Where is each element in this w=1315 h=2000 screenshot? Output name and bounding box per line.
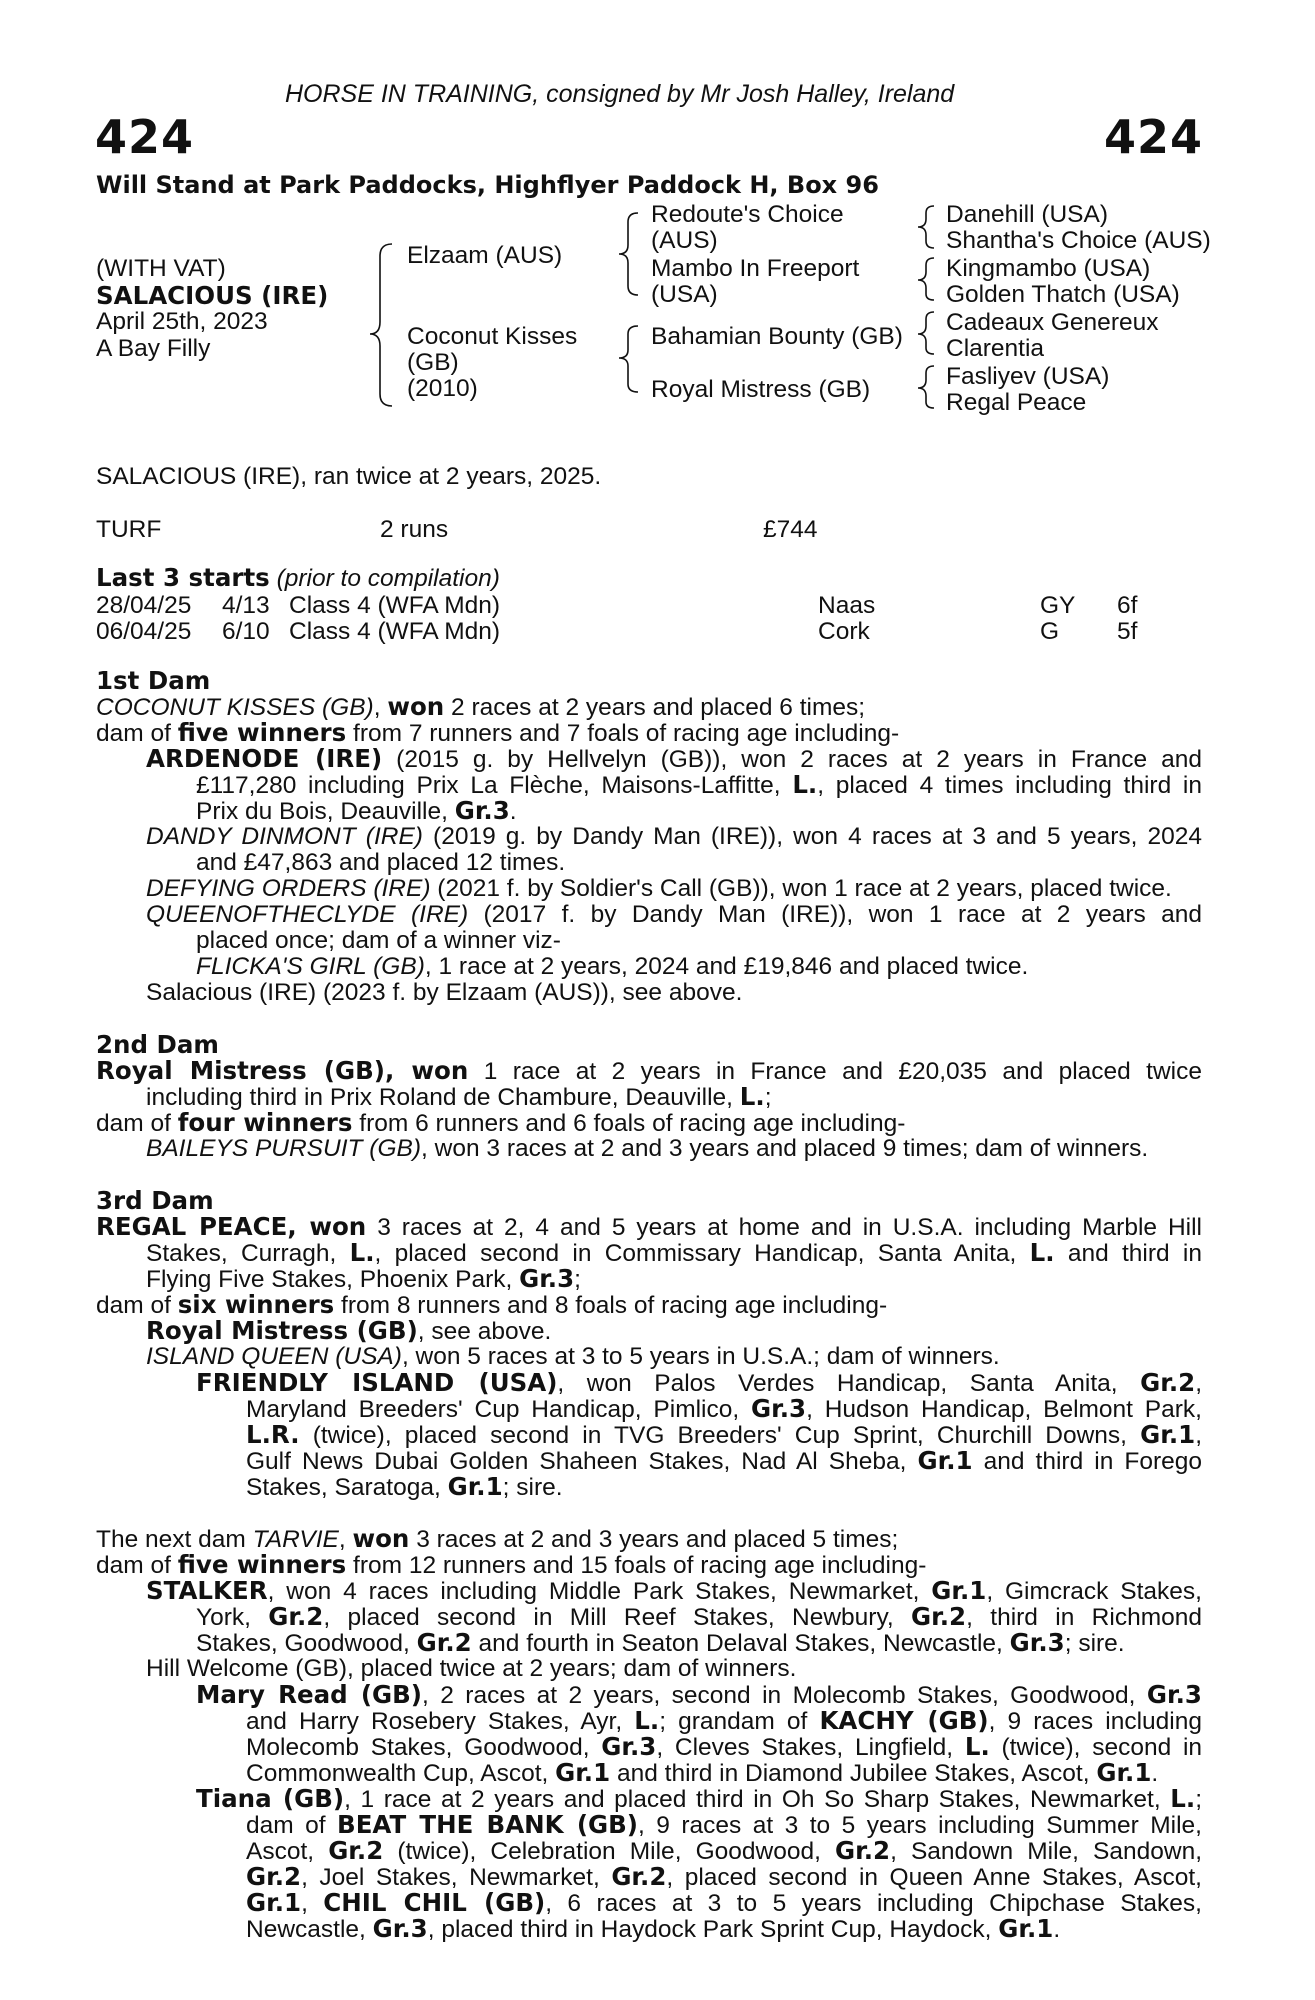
vat-label: (WITH VAT) xyxy=(96,255,226,282)
progeny-tiana-cont5: Newcastle, Gr.3, placed third in Haydock Park Sprint Cup, Haydock, Gr.1. xyxy=(246,1914,1061,1943)
sire: Elzaam (AUS) xyxy=(407,242,563,269)
start-course: Cork xyxy=(818,618,870,645)
progeny-friendly-island: FRIENDLY ISLAND (USA), won Palos Verdes Handicap, Santa Anita, Gr.2, xyxy=(196,1368,1202,1397)
progeny-friendly-island-cont2: L.R. (twice), placed second in TVG Breeders' Cup Sprint, Churchill Downs, Gr.1, xyxy=(246,1420,1202,1449)
start-date: 06/04/25 xyxy=(96,618,192,645)
second-dam-heading: 2nd Dam xyxy=(96,1030,219,1059)
dams-sire: Bahamian Bounty (GB) xyxy=(651,323,903,350)
dam-line1: Coconut Kisses xyxy=(407,323,578,350)
start-position: 4/13 xyxy=(222,592,270,619)
progeny-tiana-cont3: Gr.2, Joel Stakes, Newmarket, Gr.2, placed second in Queen Anne Stakes, Ascot, xyxy=(246,1862,1202,1891)
sires-dam-line1: Mambo In Freeport xyxy=(651,255,860,282)
stand-location: Will Stand at Park Paddocks, Highflyer Paddock H, Box 96 xyxy=(96,171,879,199)
third-dam-line3: Flying Five Stakes, Phoenix Park, Gr.3; xyxy=(146,1264,581,1293)
gen3-sss: Danehill (USA) xyxy=(946,201,1109,228)
progeny-friendly-island-cont4: Stakes, Saratoga, Gr.1; sire. xyxy=(246,1472,563,1501)
dams-dam: Royal Mistress (GB) xyxy=(651,376,871,403)
first-dam-line: COCONUT KISSES (GB), won 2 races at 2 years and placed 6 times; xyxy=(96,692,866,721)
gen3-ssd: Shantha's Choice (AUS) xyxy=(946,227,1211,254)
progeny-tiana-cont2: Ascot, Gr.2 (twice), Celebration Mile, Goodwood, Gr.2, Sandown Mile, Sandown, xyxy=(246,1836,1203,1865)
gen3-sds: Kingmambo (USA) xyxy=(946,255,1151,282)
record-runs: 2 runs xyxy=(380,516,449,543)
progeny-friendly-island-cont3: Gulf News Dubai Golden Shaheen Stakes, Nad Al Sheba, Gr.1 and third in Forego xyxy=(246,1446,1202,1475)
progeny-tiana-cont4: Gr.1, CHIL CHIL (GB), 6 races at 3 to 5 years including Chipchase Stakes, xyxy=(246,1888,1202,1917)
progeny-mary-read: Mary Read (GB), 2 races at 2 years, second in Molecomb Stakes, Goodwood, Gr.3 xyxy=(196,1680,1202,1709)
progeny-dandy-dinmont-cont: and £47,863 and placed 12 times. xyxy=(196,849,566,876)
progeny-hill-welcome: Hill Welcome (GB), placed twice at 2 years; dam of winners. xyxy=(146,1655,797,1682)
lot-number-left: 424 xyxy=(95,110,195,164)
gen3-ddd: Regal Peace xyxy=(946,389,1087,416)
progeny-queenoftheclyde: QUEENOFTHECLYDE (IRE) (2017 f. by Dandy Man (IRE)), won 1 race at 2 years and xyxy=(146,901,1202,928)
start-distance: 6f xyxy=(1117,592,1138,619)
horse-name: SALACIOUS (IRE) xyxy=(96,281,329,310)
sires-dam-line2: (USA) xyxy=(651,281,718,308)
dam-line2: (GB) xyxy=(407,349,459,376)
second-dam-line: Royal Mistress (GB), won 1 race at 2 years in France and £20,035 and placed twice xyxy=(96,1056,1203,1085)
progeny-baileys-pursuit: BAILEYS PURSUIT (GB), won 3 races at 2 and 3 years and placed 9 times; dam of winners. xyxy=(146,1135,1149,1162)
progeny-friendly-island-cont: Maryland Breeders' Cup Handicap, Pimlico, Gr.3, Hudson Handicap, Belmont Park, xyxy=(246,1394,1202,1423)
progeny-dandy-dinmont: DANDY DINMONT (IRE) (2019 g. by Dandy Man (IRE)), won 4 races at 3 and 5 years, 2024 xyxy=(146,823,1202,850)
next-dam-line: The next dam TARVIE, won 3 races at 2 and 3 years and placed 5 times; xyxy=(96,1524,899,1553)
progeny-ardenode-cont2: Prix du Bois, Deauville, Gr.3. xyxy=(196,796,517,825)
start-distance: 5f xyxy=(1117,618,1138,645)
start-position: 6/10 xyxy=(222,618,270,645)
sires-sire-line1: Redoute's Choice xyxy=(651,201,844,228)
second-dam-produce: dam of four winners from 6 runners and 6 foals of racing age including- xyxy=(96,1108,906,1137)
third-dam-produce: dam of six winners from 8 runners and 8 foals of racing age including- xyxy=(96,1290,888,1319)
progeny-island-queen: ISLAND QUEEN (USA), won 5 races at 3 to 5 years in U.S.A.; dam of winners. xyxy=(146,1343,1000,1370)
start-going: GY xyxy=(1040,592,1076,619)
last-starts-title: Last 3 starts xyxy=(96,563,270,592)
gen3-dss: Cadeaux Genereux xyxy=(946,309,1159,336)
next-dam-produce: dam of five winners from 12 runners and 15 foals of racing age including- xyxy=(96,1550,927,1579)
progeny-flickas-girl: FLICKA'S GIRL (GB), 1 race at 2 years, 2024 and £19,846 and placed twice. xyxy=(196,953,1029,980)
start-course: Naas xyxy=(818,592,876,619)
foaling-date: April 25th, 2023 xyxy=(96,308,268,335)
progeny-stalker-cont2: Stakes, Goodwood, Gr.2 and fourth in Seaton Delaval Stakes, Newcastle, Gr.3; sire. xyxy=(196,1628,1125,1657)
third-dam-line2: Stakes, Curragh, L., placed second in Commissary Handicap, Santa Anita, L. and third in xyxy=(146,1238,1203,1267)
first-dam-produce: dam of five winners from 7 runners and 7 foals of racing age including- xyxy=(96,718,900,747)
progeny-ardenode: ARDENODE (IRE) (2015 g. by Hellvelyn (GB)), won 2 races at 2 years in France and xyxy=(146,744,1202,773)
start-going: G xyxy=(1040,618,1060,645)
last-starts-note: (prior to compilation) xyxy=(276,565,500,592)
sires-sire-line2: (AUS) xyxy=(651,227,718,254)
third-dam-line: REGAL PEACE, won 3 races at 2, 4 and 5 years at home and in U.S.A. including Marble Hill xyxy=(96,1212,1202,1241)
progeny-defying-orders: DEFYING ORDERS (IRE) (2021 f. by Soldier's Call (GB)), won 1 race at 2 years, placed twice. xyxy=(146,875,1172,902)
first-dam-heading: 1st Dam xyxy=(96,666,211,695)
progeny-mary-read-cont: and Harry Rosebery Stakes, Ayr, L.; grandam of KACHY (GB), 9 races including xyxy=(246,1706,1202,1735)
progeny-stalker: STALKER, won 4 races including Middle Park Stakes, Newmarket, Gr.1, Gimcrack Stakes, xyxy=(146,1576,1202,1605)
gen3-dds: Fasliyev (USA) xyxy=(946,363,1110,390)
start-class: Class 4 (WFA Mdn) xyxy=(289,618,501,645)
start-class: Class 4 (WFA Mdn) xyxy=(289,592,501,619)
progeny-ardenode-cont: £117,280 including Prix La Flèche, Maisons-Laffitte, L., placed 4 times including third in xyxy=(196,770,1202,799)
last-starts-title-line xyxy=(96,565,500,592)
progeny-tiana: Tiana (GB), 1 race at 2 years and placed third in Oh So Sharp Stakes, Newmarket, L.; xyxy=(196,1784,1202,1813)
gen3-sdd: Golden Thatch (USA) xyxy=(946,281,1180,308)
lot-number-right: 424 xyxy=(1103,110,1203,164)
second-dam-line2: including third in Prix Roland de Chambure, Deauville, L.; xyxy=(146,1082,772,1111)
progeny-tiana-cont: dam of BEAT THE BANK (GB), 9 races at 3 to 5 years including Summer Mile, xyxy=(246,1810,1202,1839)
record-earnings: £744 xyxy=(763,516,818,543)
progeny-salacious: Salacious (IRE) (2023 f. by Elzaam (AUS)), see above. xyxy=(146,979,743,1006)
progeny-mary-read-cont3: Commonwealth Cup, Ascot, Gr.1 and third in Diamond Jubilee Stakes, Ascot, Gr.1. xyxy=(246,1758,1159,1787)
race-record-summary: SALACIOUS (IRE), ran twice at 2 years, 2025. xyxy=(96,463,602,490)
dam-line3: (2010) xyxy=(407,375,478,402)
progeny-royal-mistress: Royal Mistress (GB), see above. xyxy=(146,1316,552,1345)
consignor-line: HORSE IN TRAINING, consigned by Mr Josh Halley, Ireland xyxy=(285,80,955,108)
start-date: 28/04/25 xyxy=(96,592,192,619)
record-surface: TURF xyxy=(96,516,162,543)
third-dam-heading: 3rd Dam xyxy=(96,1186,214,1215)
progeny-mary-read-cont2: Molecomb Stakes, Goodwood, Gr.3, Cleves Stakes, Lingfield, L. (twice), second in xyxy=(246,1732,1203,1761)
progeny-queenoftheclyde-cont: placed once; dam of a winner viz- xyxy=(196,927,561,954)
progeny-stalker-cont: York, Gr.2, placed second in Mill Reef Stakes, Newbury, Gr.2, third in Richmond xyxy=(196,1602,1202,1631)
gen3-dsd: Clarentia xyxy=(946,335,1045,362)
horse-description: A Bay Filly xyxy=(96,335,211,362)
